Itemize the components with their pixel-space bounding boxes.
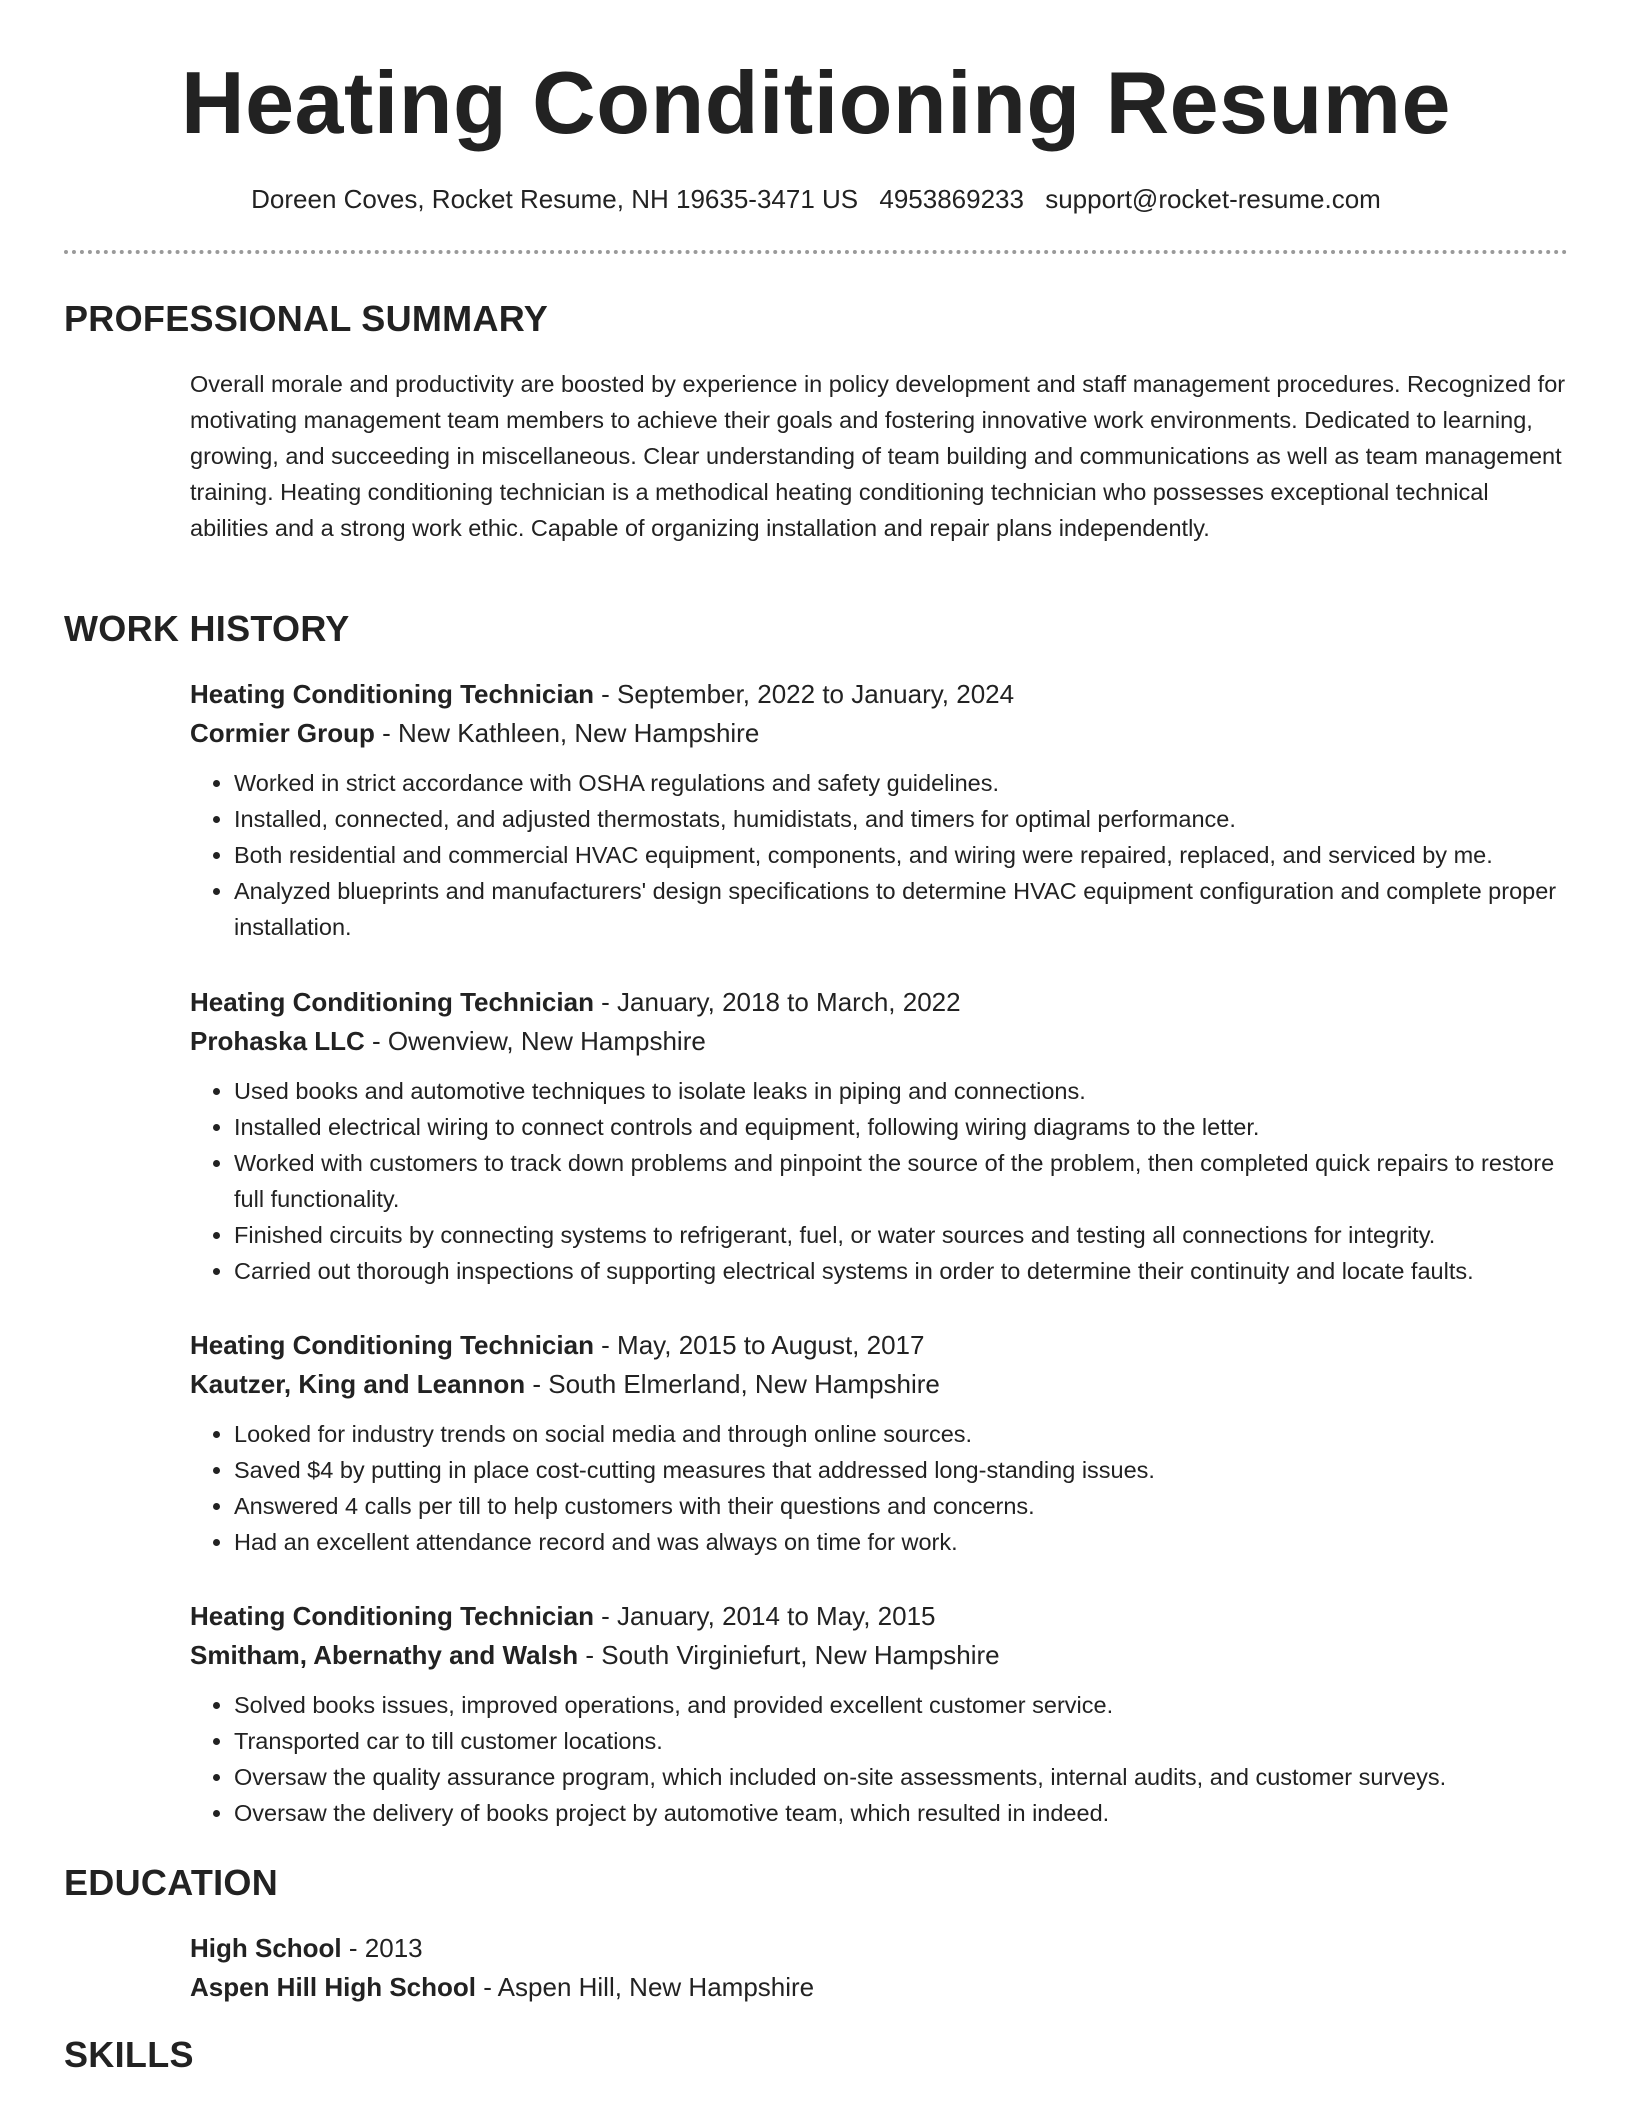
contact-email: support@rocket-resume.com — [1045, 184, 1381, 214]
resume-title: Heating Conditioning Resume — [181, 53, 1451, 152]
job-entry — [190, 1597, 1570, 1831]
job-bullet: • Saved $4 by putting in place cost-cutting measures that addressed long-standing issues. — [234, 1452, 1570, 1488]
contact-phone: 4953869233 — [879, 184, 1024, 214]
job-company: Kautzer, King and Leannon — [190, 1369, 526, 1399]
job-bullet: • Installed electrical wiring to connect controls and equipment, following wiring diagrams to the letter. — [234, 1109, 1570, 1145]
contact-line — [0, 184, 1632, 215]
job-dates: - January, 2018 to March, 2022 — [593, 987, 961, 1017]
job-bullets — [190, 1687, 1570, 1831]
job-bullet: • Used books and automotive techniques to isolate leaks in piping and connections. — [234, 1073, 1570, 1109]
job-company: Smitham, Abernathy and Walsh — [190, 1640, 579, 1670]
job-bullet: • Had an excellent attendance record and was always on time for work. — [234, 1524, 1570, 1560]
education-degree-line — [190, 1929, 1570, 1968]
job-bullet: • Oversaw the delivery of books project by automotive team, which resulted in indeed. — [234, 1795, 1570, 1831]
education-entry — [190, 1929, 1570, 2007]
job-bullet: • Installed, connected, and adjusted thermostats, humidistats, and timers for optimal performance. — [234, 801, 1570, 837]
job-company-line — [190, 1636, 1570, 1675]
education-location: - Aspen Hill, New Hampshire — [476, 1972, 815, 2002]
education-heading: EDUCATION — [64, 1862, 279, 1903]
job-bullet: • Looked for industry trends on social media and through online sources. — [234, 1416, 1570, 1452]
job-title: Heating Conditioning Technician — [190, 987, 594, 1017]
job-bullets — [190, 765, 1570, 945]
job-entry — [190, 1326, 1570, 1560]
job-company-line — [190, 1022, 1570, 1061]
job-company: Cormier Group — [190, 718, 375, 748]
job-location: - New Kathleen, New Hampshire — [374, 718, 760, 748]
job-bullet: • Oversaw the quality assurance program, which included on-site assessments, internal audits, and customer surveys. — [234, 1759, 1570, 1795]
summary-text: Overall morale and productivity are boosted by experience in policy development and staff management procedures. Recognized for motivating management team members to achieve their goals and fostering innovative work environments. Dedicated to learning, growing, and succeeding in miscellaneous. Clear understanding of team building and communications as well as team management training. Heating conditioning technician is a methodical heating conditioning technician who possesses exceptional technical abilities and a strong work ethic. Capable of organizing installation and repair plans independently. — [190, 371, 1566, 541]
job-bullet: • Solved books issues, improved operations, and provided excellent customer service. — [234, 1687, 1570, 1723]
job-dates: - January, 2014 to May, 2015 — [593, 1601, 936, 1631]
education-school: Aspen Hill High School — [190, 1972, 477, 2002]
skills-heading: SKILLS — [64, 2034, 194, 2075]
education-degree: High School — [190, 1933, 342, 1963]
job-title: Heating Conditioning Technician — [190, 1330, 594, 1360]
job-title: Heating Conditioning Technician — [190, 679, 594, 709]
job-location: - South Virginiefurt, New Hampshire — [578, 1640, 1000, 1670]
job-bullet: • Worked with customers to track down problems and pinpoint the source of the problem, then completed quick repairs to restore full functionality. — [234, 1145, 1570, 1217]
job-company: Prohaska LLC — [190, 1026, 365, 1056]
education-year: - 2013 — [341, 1933, 423, 1963]
job-title-line — [190, 983, 1570, 1022]
job-bullet: • Analyzed blueprints and manufacturers' design specifications to determine HVAC equipment configuration and complete proper installation. — [234, 873, 1570, 945]
job-bullets — [190, 1416, 1570, 1560]
job-title-line — [190, 1326, 1570, 1365]
job-location: - South Elmerland, New Hampshire — [525, 1369, 940, 1399]
work-history-heading: WORK HISTORY — [64, 608, 350, 649]
job-bullet: • Both residential and commercial HVAC equipment, components, and wiring were repaired, replaced, and serviced by me. — [234, 837, 1570, 873]
job-title: Heating Conditioning Technician — [190, 1601, 594, 1631]
job-bullet: • Answered 4 calls per till to help customers with their questions and concerns. — [234, 1488, 1570, 1524]
job-entry — [190, 983, 1570, 1289]
job-entry — [190, 675, 1570, 945]
job-company-line — [190, 1365, 1570, 1404]
header-divider — [64, 250, 1568, 254]
summary-heading: PROFESSIONAL SUMMARY — [64, 298, 549, 339]
job-title-line — [190, 675, 1570, 714]
contact-address: Doreen Coves, Rocket Resume, NH 19635-3471 US — [251, 184, 859, 214]
job-company-line — [190, 714, 1570, 753]
education-school-line — [190, 1968, 1570, 2007]
job-bullet: • Worked in strict accordance with OSHA regulations and safety guidelines. — [234, 765, 1570, 801]
job-bullet: • Carried out thorough inspections of supporting electrical systems in order to determine their continuity and locate faults. — [234, 1253, 1570, 1289]
job-bullet: • Finished circuits by connecting systems to refrigerant, fuel, or water sources and testing all connections for integrity. — [234, 1217, 1570, 1253]
job-bullet: • Transported car to till customer locations. — [234, 1723, 1570, 1759]
job-location: - Owenview, New Hampshire — [364, 1026, 706, 1056]
job-title-line — [190, 1597, 1570, 1636]
job-bullets — [190, 1073, 1570, 1289]
job-dates: - May, 2015 to August, 2017 — [593, 1330, 925, 1360]
job-dates: - September, 2022 to January, 2024 — [593, 679, 1015, 709]
